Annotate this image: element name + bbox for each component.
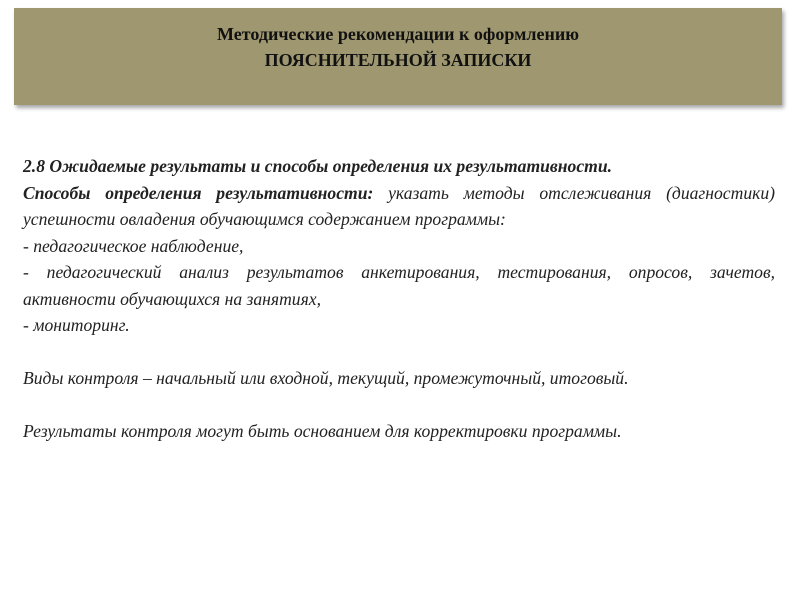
results-note-paragraph: Результаты контроля могут быть основанием для корректировки программы. <box>23 421 622 441</box>
body-content <box>23 153 775 445</box>
title-line-1: Методические рекомендации к оформлению <box>217 24 579 44</box>
methods-paragraph <box>23 180 775 233</box>
methods-text: указать методы отслеживания (диагностики) успешности овладения обучающимся содержанием программы: <box>23 182 776 229</box>
methods-label: Способы определения результативности: <box>23 182 374 203</box>
spacer <box>23 392 775 419</box>
title-line-2: ПОЯСНИТЕЛЬНОЙ ЗАПИСКИ <box>264 50 532 70</box>
control-types-paragraph: Виды контроля – начальный или входной, текущий, промежуточный, итоговый. <box>23 368 629 388</box>
spacer <box>23 339 775 366</box>
list-item: - педагогический анализ результатов анкетирования, тестирования, опросов, зачетов, активности обучающихся на занятиях, <box>23 262 775 309</box>
title-banner <box>14 8 782 105</box>
list-item: - педагогическое наблюдение, <box>23 235 244 256</box>
section-heading: 2.8 Ожидаемые результаты и способы определения их результативности. <box>23 156 613 176</box>
list-item: - мониторинг. <box>23 315 130 335</box>
